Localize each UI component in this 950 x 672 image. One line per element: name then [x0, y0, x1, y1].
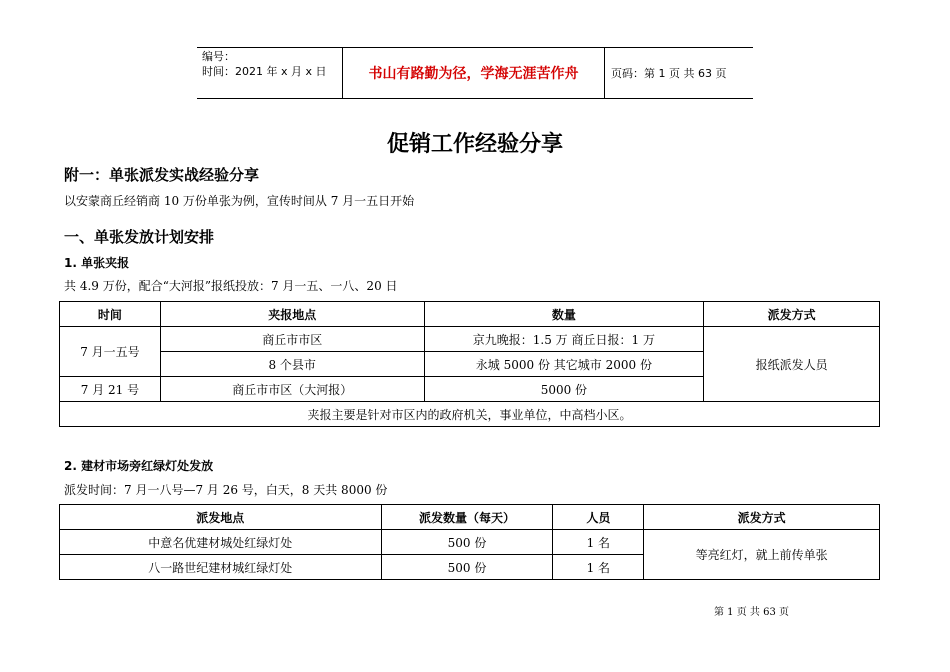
- table-row: [60, 327, 880, 352]
- col-header-method: 派发方式: [704, 302, 880, 327]
- cell-time: 7 月 21 号: [60, 377, 161, 402]
- table-header-row: [60, 302, 880, 327]
- cell-staff: 1 名: [553, 530, 644, 555]
- sub1-desc: 共 4.9 万份，配合“大河报”报纸投放：7 月一五、一八、20 日: [64, 279, 398, 293]
- col-header-method: 派发方式: [644, 505, 880, 530]
- col-header-qty: 派发数量（每天）: [381, 505, 553, 530]
- cell-place: 商丘市市区（大河报）: [160, 377, 424, 402]
- cell-staff: 1 名: [553, 555, 644, 580]
- header-meta: [197, 48, 343, 98]
- table-note-row: [60, 402, 880, 427]
- sub2-desc: 派发时间：7 月一八号—7 月 26 号，白天，8 天共 8000 份: [64, 483, 388, 497]
- time-label: 时间：2021 年 x 月 x 日: [202, 65, 327, 78]
- table-row: [60, 530, 880, 555]
- appendix-heading: 附一：单张派发实战经验分享: [64, 166, 260, 184]
- cell-method: 报纸派发人员: [704, 327, 880, 402]
- cell-qty: 500 份: [381, 530, 553, 555]
- motto: 书山有路勤为径，学海无涯苦作舟: [343, 48, 605, 98]
- table-note: 夹报主要是针对市区内的政府机关，事业单位，中高档小区。: [60, 402, 880, 427]
- sub1-heading: 1. 单张夹报: [64, 256, 130, 270]
- col-header-qty: 数量: [424, 302, 704, 327]
- street-distribution-table: [59, 504, 880, 580]
- cell-place: 8 个县市: [160, 352, 424, 377]
- page-footer: 第 1 页 共 63 页: [714, 607, 789, 618]
- cell-qty: 京九晚报：1.5 万 商丘日报：1 万: [424, 327, 704, 352]
- cell-qty: 永城 5000 份 其它城市 2000 份: [424, 352, 704, 377]
- col-header-staff: 人员: [553, 505, 644, 530]
- intro-text: 以安蒙商丘经销商 10 万份单张为例，宣传时间从 7 月一五日开始: [64, 194, 415, 208]
- page-info: 页码：第 1 页 共 63 页: [611, 67, 727, 80]
- cell-place: 商丘市市区: [160, 327, 424, 352]
- col-header-time: 时间: [60, 302, 161, 327]
- cell-time: 7 月一五号: [60, 327, 161, 377]
- section1-heading: 一、单张发放计划安排: [64, 228, 215, 246]
- document-header: [197, 47, 753, 99]
- newspaper-insert-table: [59, 301, 880, 427]
- cell-qty: 5000 份: [424, 377, 704, 402]
- sub2-heading: 2. 建材市场旁红绿灯处发放: [64, 459, 214, 473]
- col-header-place: 派发地点: [60, 505, 382, 530]
- cell-place: 中意名优建材城处红绿灯处: [60, 530, 382, 555]
- cell-place: 八一路世纪建材城红绿灯处: [60, 555, 382, 580]
- table-header-row: [60, 505, 880, 530]
- number-label: 编号：: [202, 50, 235, 63]
- cell-method: 等亮红灯，就上前传单张: [644, 530, 880, 580]
- page-title: 促销工作经验分享: [386, 132, 563, 157]
- col-header-place: 夹报地点: [160, 302, 424, 327]
- cell-qty: 500 份: [381, 555, 553, 580]
